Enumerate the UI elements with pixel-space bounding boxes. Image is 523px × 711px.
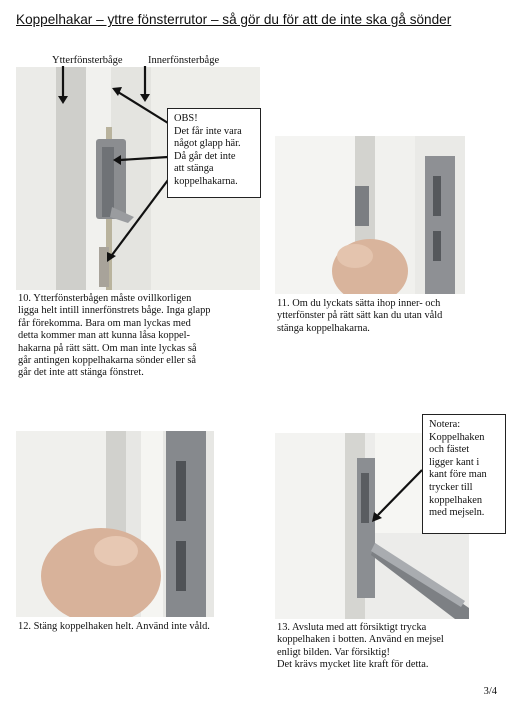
- note-callout-line: kant före man: [429, 469, 487, 481]
- obs-callout-line: OBS!: [174, 113, 198, 124]
- caption-line: får förekomma. Bara om man lyckas med: [18, 317, 191, 329]
- note-callout-line: med mejseln.: [429, 507, 485, 519]
- obs-callout-line: koppelhakarna.: [174, 175, 238, 187]
- note-callout-line: Koppelhaken: [429, 431, 485, 443]
- note-callout-line: Notera:: [429, 419, 461, 430]
- caption-line: Det krävs mycket lite kraft för detta.: [277, 659, 429, 671]
- caption-line: enligt bilden. Var försiktig!: [277, 646, 390, 658]
- obs-callout-line: något glapp här.: [174, 138, 241, 150]
- caption-line: 10. Ytterfönsterbågen måste ovillkorligen: [18, 293, 192, 304]
- caption-line: 12. Stäng koppelhaken helt. Använd inte våld.: [18, 621, 210, 632]
- caption-line: går det inte att stänga fönstret.: [18, 367, 144, 379]
- page-title: Koppelhakar – yttre fönsterrutor – så gör du för att de inte ska gå sönder: [16, 12, 452, 27]
- caption-line: går antingen koppelhakarna sönder eller så: [18, 355, 197, 367]
- note-callout: [422, 414, 506, 534]
- caption-step-13: [277, 622, 497, 672]
- caption-line: 11. Om du lyckats sätta ihop inner- och: [277, 298, 441, 309]
- caption-line: koppelhaken i botten. Använd en mejsel: [277, 634, 444, 646]
- note-callout-line: trycker till: [429, 481, 473, 493]
- caption-line: ligga helt intill innerfönstrets båge. Inga glapp: [18, 305, 211, 317]
- caption-line: detta kommer man att kunna låsa koppel-: [18, 330, 190, 342]
- obs-callout-line: Det får inte vara: [174, 125, 242, 137]
- note-callout-line: ligger kant i: [429, 456, 480, 468]
- outer-sash-label: Ytterfönsterbåge: [52, 55, 123, 66]
- inner-sash-label: Innerfönsterbåge: [148, 55, 220, 66]
- note-callout-line: koppelhaken: [429, 494, 483, 506]
- caption-line: stänga koppelhakarna.: [277, 322, 370, 334]
- obs-callout-line: att stänga: [174, 163, 214, 175]
- caption-line: ytterfönster på rätt sätt kan du utan våld: [277, 310, 443, 322]
- caption-line: hakarna på rätt sätt. Om man inte lyckas så: [18, 342, 197, 354]
- page-number: 3/4: [483, 686, 497, 697]
- note-callout-line: och fästet: [429, 444, 470, 456]
- obs-callout-line: Då går det inte: [174, 150, 236, 162]
- caption-line: 13. Avsluta med att försiktigt trycka: [277, 622, 427, 633]
